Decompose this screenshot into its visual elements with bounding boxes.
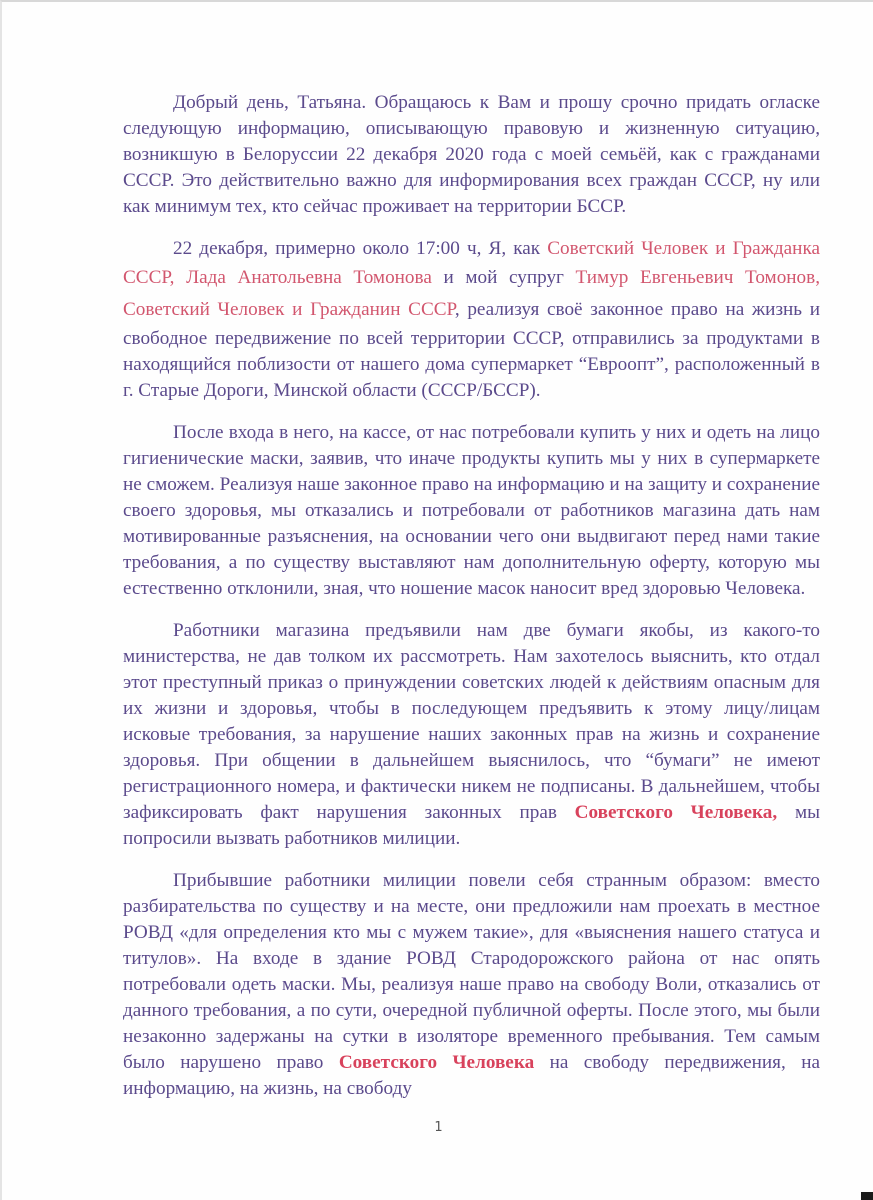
text-segment: , реализуя своё законное право на жизнь и свободное передвижение по всей территории СССР, отправились за продуктами в находящийся поблизости от нашего дома супермаркет “Евроопт”, расположенный в г. Старые Дороги, Минской области (СССР/БССР).	[123, 299, 820, 401]
paragraph-incident-start	[123, 236, 820, 404]
text-segment: 22 декабря, примерно около 17:00 ч, Я, как	[173, 238, 548, 259]
paragraph-greeting	[123, 90, 820, 220]
highlighted-name-timur: Тимур Евгеньевич Томонов, Советский Человек и Гражданин СССР	[123, 267, 821, 320]
text-segment: Работники магазина предъявили нам две бумаги якобы, из какого-то министерства, не дав толком их рассмотреть. Нам захотелось выяснить, кто отдал этот преступный приказ о принуждении советских людей к действиям опасным для их жизни и здоровья, чтобы в последующем предъявить к этому лицу/лицам исковые требования, за нарушение наших законных прав на жизнь и сохранение здоровья. При общении в дальнейшем выяснилось, что “бумаги” не имеют регистрационного номера, и фактически никем не подписаны. В дальнейшем, чтобы зафиксировать факт нарушения законных прав	[123, 620, 820, 823]
paragraph-papers	[123, 618, 820, 852]
letter-body	[123, 90, 820, 1118]
scan-corner-mark	[861, 1192, 873, 1200]
paragraph-police	[123, 868, 820, 1102]
highlighted-name-lada: Советский Человек и Гражданка СССР, Лада Анатольевна Томонова	[123, 238, 821, 288]
page-number: 1	[434, 1120, 443, 1135]
paragraph-supermarket	[123, 420, 820, 602]
text-segment: После входа в него, на кассе, от нас потребовали купить у них и одеть на лицо гигиенические маски, заявив, что иначе продукты купить мы у них в супермаркете не сможем. Реализуя наше законное право на информацию и на защиту и сохранение своего здоровья, мы отказались и потребовали от работников магазина дать нам мотивированные разъяснения, на основании чего они выдвигают перед нами такие требования, а по существу выставляют нам дополнительную оферту, которую мы естественно отклонили, зная, что ношение масок наносит вред здоровью Человека.	[123, 422, 820, 599]
text-segment: на свободу передвижения, на информацию, на жизнь, на свободу	[123, 1052, 820, 1099]
text-segment: мы попросили вызвать работников милиции.	[123, 802, 820, 849]
highlighted-soviet-person: Советского Человека	[338, 1052, 535, 1073]
text-segment: и мой супруг	[431, 267, 576, 288]
text-segment: Прибывшие работники милиции повели себя странным образом: вместо разбирательства по существу и на месте, они предложили нам проехать в местное РОВД «для определения кто мы с мужем такие», для «выяснения нашего статуса и титулов». На входе в здание РОВД Стародорожского района от нас опять потребовали одеть маски. Мы, реализуя наше право на свободу Воли, отказались от данного требования, а по сути, очередной публичной оферты. После этого, мы были незаконно задержаны на сутки в изоляторе временного пребывания. Тем самым было нарушено право	[123, 870, 820, 1073]
text-segment: Добрый день, Татьяна. Обращаюсь к Вам и прошу срочно придать огласке следующую информацию, описывающую правовую и жизненную ситуацию, возникшую в Белоруссии 22 декабря 2020 года с моей семьёй, как с гражданами СССР. Это действительно важно для информирования всех граждан СССР, ну или как минимум тех, кто сейчас проживает на территории БССР.	[123, 92, 820, 217]
highlighted-soviet-person: Советского Человека,	[574, 802, 778, 823]
